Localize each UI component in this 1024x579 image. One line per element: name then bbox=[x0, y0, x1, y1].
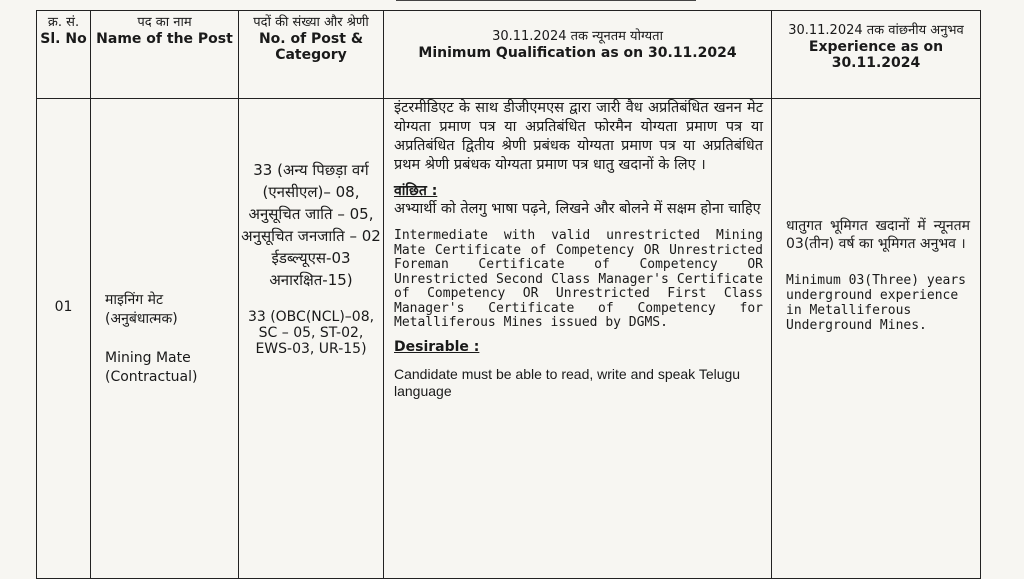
post-hindi-type: (अनुबंधात्मक) bbox=[105, 311, 178, 327]
table-row bbox=[37, 99, 981, 579]
experience-hindi: धातुगत भूमिगत खदानों में न्यूनतम 03(तीन) वर्ष का भूमिगत अनुभव । bbox=[786, 218, 970, 252]
document-page bbox=[36, 0, 980, 576]
experience-cell bbox=[772, 99, 981, 579]
post-count-cell bbox=[239, 99, 384, 579]
header-post-name: पद का नाम Name of the Post bbox=[91, 11, 239, 99]
desirable-english: Candidate must be able to read, write and speak Telugu language bbox=[394, 365, 741, 399]
experience-english: Minimum 03(Three) years underground experience in Metalliferous Underground Mines. bbox=[786, 273, 967, 333]
header-min-qualification: 30.11.2024 तक न्यूनतम योग्यता Minimum Qualification as on 30.11.2024 bbox=[384, 11, 772, 99]
sl-no-cell: 01 bbox=[37, 99, 91, 579]
desirable-hindi-label: वांछित : bbox=[394, 183, 438, 199]
post-name-cell bbox=[91, 99, 239, 579]
qualification-english: Intermediate with valid unrestricted Mining Mate Certificate of Competency OR Unrestricted Foreman Certificate of Competency OR Unrestricted Second Class Manager's Certificate of Competency OR Unrestricted First Class Manager's Certificate of Competency for Metalliferous Mines issued by DGMS. bbox=[394, 228, 763, 330]
post-count-hindi: 33 (अन्य पिछड़ा वर्ग (एनसीएल)– 08, अनुसूचित जाति – 05, अनुसूचित जनजाति – 02 ईडब्ल्यूएस-03 अनारक्षित-15) bbox=[241, 161, 381, 289]
header-no-of-post: पदों की संख्या और श्रेणी No. of Post & Category bbox=[239, 11, 384, 99]
qualification-hindi: इंटरमीडिएट के साथ डीजीएमएस द्वारा जारी वैध अप्रतिबंधित खनन मेट योग्यता प्रमाण पत्र या अप्रतिबंधित फोरमैन योग्यता प्रमाण पत्र या अप्रतिबंधित द्वितीय श्रेणी प्रबंधक योग्यता प्रमाण पत्र या अप्रतिबंधित प्रथम श्रेणी प्रबंधक योग्यता प्रमाण पत्र धातु खदानों के लिए । bbox=[394, 100, 763, 173]
qualification-cell bbox=[384, 99, 772, 579]
post-hindi-name: माइनिंग मेट bbox=[105, 292, 164, 308]
desirable-english-label: Desirable : bbox=[394, 338, 480, 355]
header-row bbox=[37, 11, 981, 99]
post-english-name: Mining Mate bbox=[105, 350, 191, 366]
post-count-english: 33 (OBC(NCL)–08, SC – 05, ST-02, EWS-03, UR-15) bbox=[247, 309, 375, 357]
header-sl-no: क्र. सं. Sl. No bbox=[37, 11, 91, 99]
desirable-hindi: अभ्यार्थी को तेलगु भाषा पढ़ने, लिखने और बोलने में सक्षम होना चाहिए bbox=[394, 201, 761, 217]
cut-off-text-line bbox=[396, 0, 696, 5]
header-experience: 30.11.2024 तक वांछनीय अनुभव Experience as on 30.11.2024 bbox=[772, 11, 981, 99]
recruitment-table bbox=[36, 10, 981, 579]
post-english-type: (Contractual) bbox=[105, 369, 198, 385]
